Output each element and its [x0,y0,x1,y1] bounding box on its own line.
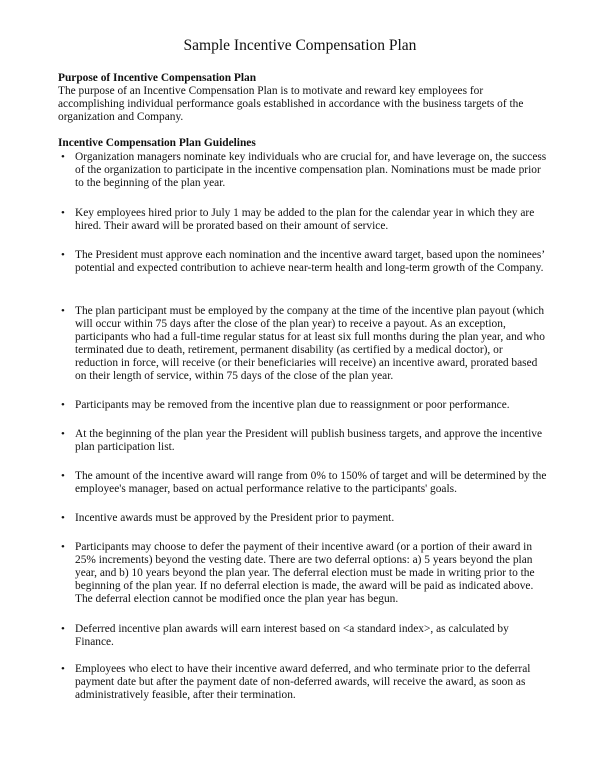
guideline-text: At the beginning of the plan year the President will publish business targets, and approve the incentive plan participation list. [75,428,543,453]
bullet-icon: • [61,512,65,524]
bullet-icon: • [61,470,65,482]
bullet-icon: • [61,305,65,317]
bullet-icon: • [61,207,65,219]
bullet-icon: • [61,428,65,440]
document-title: Sample Incentive Compensation Plan [183,37,417,54]
bullet-icon: • [61,151,65,163]
bullet-icon: • [61,623,65,635]
guideline-text: Participants may be removed from the incentive plan due to reassignment or poor performance. [75,399,510,411]
guideline-text: Organization managers nominate key individuals who are crucial for, and have leverage on, the success of the organization to participate in the incentive compensation plan. Nominations must be made prior to the beginning of the plan year. [75,151,547,189]
guideline-text: Incentive awards must be approved by the President prior to payment. [75,512,395,524]
guideline-text: Employees who elect to have their incentive award deferred, and who terminate prior to the deferral payment date but after the payment date of non-deferred awards, will receive the award, as soon as administratively feasible, after their termination. [75,663,531,701]
guideline-text: The amount of the incentive award will range from 0% to 150% of target and will be determined by the employee's manager, based on actual performance relative to the participants' goals. [75,470,547,495]
bullet-icon: • [61,399,65,411]
purpose-heading: Purpose of Incentive Compensation Plan [58,72,257,84]
bullet-icon: • [61,249,65,261]
guideline-text: Key employees hired prior to July 1 may be added to the plan for the calendar year in which they are hired. Their award will be prorated based on their amount of service. [75,207,535,232]
guideline-text: Deferred incentive plan awards will earn interest based on <a standard index>, as calculated by Finance. [75,623,509,648]
guideline-text: The President must approve each nomination and the incentive award target, based upon the nominees’ potential and expected contribution to achieve near-term health and long-term growth of the Company. [75,249,545,274]
guidelines-heading: Incentive Compensation Plan Guidelines [58,137,256,149]
guideline-text: Participants may choose to defer the payment of their incentive award (or a portion of their award in 25% increments) beyond the vesting date. There are two deferral options: a) 5 years beyond the plan year, and b) 10 years beyond the plan year. The deferral election must be made in writing prior to the beginning of the plan year. If no deferral election is made, the award will be paid as indicated above. The deferral election cannot be modified once the plan year has begun. [75,541,535,605]
purpose-paragraph: The purpose of an Incentive Compensation Plan is to motivate and reward key employees for accomplishing individual performance goals established in accordance with the business targets of the organization and Company. [58,85,524,123]
bullet-icon: • [61,663,65,675]
guideline-text: The plan participant must be employed by the company at the time of the incentive plan payout (which will occur within 75 days after the close of the plan year) to receive a payout. As an exception, participants who had a full-time regular status for at least six full months during the plan year, and who terminated due to death, retirement, permanent disability (as certified by a medical doctor), or reduction in force, will receive (or their beneficiaries will receive) an incentive award, prorated based on their length of service, within 75 days of the close of the plan year. [75,305,545,382]
bullet-icon: • [61,541,65,553]
